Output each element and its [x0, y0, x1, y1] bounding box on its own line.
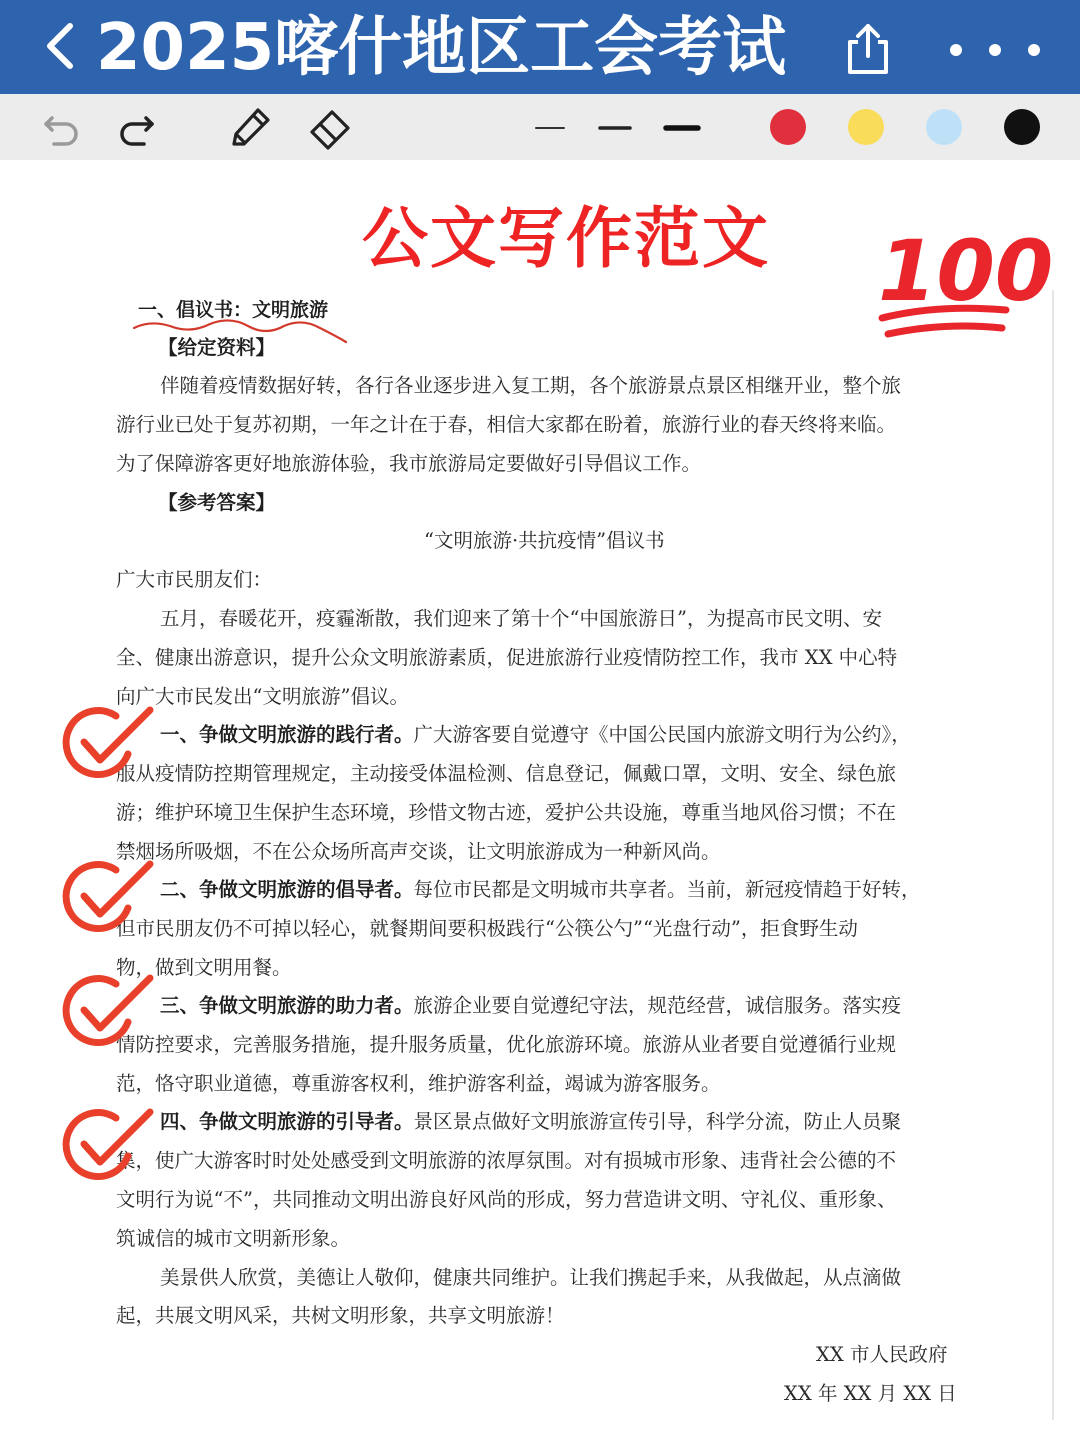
- more-dots-icon: [940, 30, 1050, 70]
- page-title: 2025喀什地区工会考试: [96, 11, 787, 85]
- point-text: 每位市民都是文明城市共享者。当前，新冠疫情趋于好转，: [413, 878, 921, 901]
- redo-button[interactable]: [114, 104, 158, 150]
- undo-button[interactable]: [40, 104, 84, 150]
- point-line: 情防控要求，完善服务措施，提升服务质量，优化旅游环境。旅游从业者要自觉遵循行业规: [116, 1033, 897, 1056]
- color-red-swatch[interactable]: [770, 109, 806, 145]
- point-line: 禁烟场所吸烟，不在公众场所高声交谈，让文明旅游成为一种新风尚。: [116, 840, 721, 863]
- top-app-bar: [0, 0, 1080, 94]
- color-black-swatch[interactable]: [1004, 109, 1040, 145]
- given-line: 游行业已处于复苏初期，一年之计在于春，相信大家都在盼着，旅游行业的春天终将来临。: [116, 413, 897, 436]
- chevron-left-icon: [36, 16, 86, 76]
- intro-line: 向广大市民发出“文明旅游”倡议。: [116, 685, 409, 708]
- point-heading: 三、争做文明旅游的助力者。: [160, 994, 414, 1017]
- point-line: 筑诚信的城市文明新形象。: [116, 1227, 351, 1250]
- section-heading: 一、倡议书：文明旅游: [138, 299, 329, 321]
- point-heading: 二、争做文明旅游的倡导者。: [160, 878, 414, 901]
- given-material-label: 【给定资料】: [158, 336, 276, 359]
- share-button[interactable]: [842, 20, 894, 76]
- point-heading: 一、争做文明旅游的践行者。: [160, 723, 414, 746]
- redo-icon: [114, 104, 158, 150]
- checkmark-icon: [58, 856, 154, 940]
- stroke-thick-button[interactable]: [662, 104, 702, 150]
- stroke-medium-button[interactable]: [596, 104, 634, 150]
- pencil-tool-button[interactable]: [224, 104, 274, 150]
- answer-label: 【参考答案】: [158, 491, 276, 514]
- point-heading: 四、争做文明旅游的引导者。: [160, 1110, 414, 1133]
- point-line: 文明行为说“不”，共同推动文明出游良好风尚的形成，努力营造讲文明、守礼仪、重形象、: [116, 1188, 897, 1211]
- stroke-thin-button[interactable]: [532, 104, 568, 150]
- back-button[interactable]: [36, 16, 86, 76]
- given-line: 为了保障游客更好地旅游体验，我市旅游局定要做好引导倡议工作。: [116, 452, 702, 475]
- hundred-points-icon: [868, 214, 1054, 354]
- date: XX 年 XX 月 XX 日: [784, 1382, 957, 1405]
- point-line: 物，做到文明用餐。: [116, 956, 292, 979]
- point-line: 范，恪守职业道德，尊重游客权利，维护游客利益，竭诚为游客服务。: [116, 1072, 721, 1095]
- eraser-icon: [304, 104, 354, 150]
- point-line: 但市民朋友仍不可掉以轻心，就餐期间要积极践行“公筷公勺”“光盘行动”，拒食野生动: [116, 917, 858, 940]
- point-text: 景区景点做好文明旅游宣传引导，科学分流，防止人员聚: [413, 1110, 902, 1133]
- checkmark-icon: [58, 702, 154, 786]
- letter-title: “文明旅游·共抗疫情”倡议书: [424, 529, 665, 552]
- closing-line: 美景供人欣赏，美德让人敬仰，健康共同维护。让我们携起手来，从我做起，从点滴做: [160, 1266, 902, 1289]
- checkmark-icon: [58, 970, 154, 1054]
- point-first-line: [160, 721, 911, 749]
- salutation: 广大市民朋友们：: [116, 568, 273, 591]
- point-text: 广大游客要自觉遵守《中国公民国内旅游文明行为公约》，: [413, 723, 911, 746]
- share-icon: [842, 20, 894, 76]
- page-edge: [1052, 290, 1054, 1420]
- undo-icon: [40, 104, 84, 150]
- point-text: 旅游企业要自觉遵纪守法，规范经营，诚信服务。落实疫: [413, 994, 902, 1017]
- main-title: 公文写作范文: [362, 200, 770, 277]
- more-options-button[interactable]: [940, 30, 1050, 70]
- signature: XX 市人民政府: [816, 1343, 948, 1366]
- intro-line: 五月，春暖花开，疫霾渐散，我们迎来了第十个“中国旅游日”，为提高市民文明、安: [160, 607, 882, 630]
- point-line: 服从疫情防控期管理规定，主动接受体温检测、信息登记，佩戴口罩，文明、安全、绿色旅: [116, 762, 897, 785]
- hundred-points-text: 100: [878, 222, 1054, 320]
- pencil-icon: [224, 104, 274, 150]
- intro-line: 全、健康出游意识，提升公众文明旅游素质，促进旅游行业疫情防控工作，我市 XX 中心特: [116, 646, 898, 669]
- color-yellow-swatch[interactable]: [848, 109, 884, 145]
- color-lightblue-swatch[interactable]: [926, 109, 962, 145]
- stroke-thin-icon: [532, 104, 568, 150]
- checkmark-icon: [58, 1104, 154, 1188]
- point-line: 游；维护环境卫生保护生态环境，珍惜文物古迹，爱护公共设施，尊重当地风俗习惯；不在: [116, 801, 897, 824]
- given-line: 伴随着疫情数据好转，各行各业逐步进入复工期，各个旅游景点景区相继开业，整个旅: [160, 374, 902, 397]
- annotation-toolbar: [0, 94, 1080, 161]
- stroke-thick-icon: [662, 104, 702, 150]
- stroke-medium-icon: [596, 104, 634, 150]
- point-first-line: [160, 876, 921, 904]
- point-first-line: [160, 1108, 901, 1136]
- point-line: 集，使广大游客时时处处感受到文明旅游的浓厚氛围。对有损城市形象、违背社会公德的不: [116, 1149, 897, 1172]
- point-first-line: [160, 992, 901, 1020]
- eraser-tool-button[interactable]: [304, 104, 354, 150]
- closing-line: 起，共展文明风采，共树文明形象，共享文明旅游！: [116, 1304, 565, 1327]
